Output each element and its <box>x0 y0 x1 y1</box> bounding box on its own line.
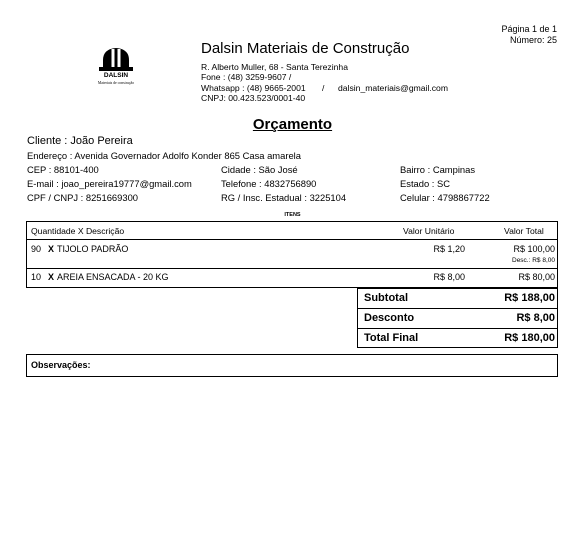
table-row-x: X <box>48 272 55 282</box>
subtotal-label: Subtotal <box>364 292 408 304</box>
header-unit-value: Valor Unitário <box>403 226 455 236</box>
table-row-unit: R$ 8,00 <box>433 272 465 282</box>
discount-label: Desconto <box>364 312 415 324</box>
subtotal-value: R$ 188,00 <box>504 292 555 304</box>
contact-separator: / <box>322 83 325 93</box>
discount-value: R$ 8,00 <box>516 312 555 324</box>
logo-name: DALSIN <box>103 72 129 79</box>
items-header-divider <box>26 239 558 240</box>
table-row-unit: R$ 1,20 <box>433 244 465 254</box>
table-row-discount: Desc.: R$ 8,00 <box>512 257 555 264</box>
table-row-qty: 90 <box>31 244 42 254</box>
items-row-divider <box>26 268 558 269</box>
client-cep: CEP : 88101-400 <box>27 164 99 175</box>
table-row-qty: 10 <box>31 272 42 282</box>
client-city: Cidade : São José <box>221 164 298 175</box>
client-state: Estado : SC <box>400 178 451 189</box>
final-total-value: R$ 180,00 <box>504 332 555 344</box>
header-total-value: Valor Total <box>504 226 544 236</box>
client-district: Bairro : Campinas <box>400 164 476 175</box>
table-row-x: X <box>48 244 55 254</box>
observations-box <box>26 354 558 377</box>
totals-divider <box>357 308 558 309</box>
company-name: Dalsin Materiais de Construção <box>201 40 410 57</box>
company-email: dalsin_materiais@gmail.com <box>338 83 448 93</box>
client-phone: Telefone : 4832756890 <box>221 178 317 189</box>
company-whatsapp: Whatsapp : (48) 9665-2001 <box>201 83 306 93</box>
client-cpf: CPF / CNPJ : 8251669300 <box>27 192 138 203</box>
client-mobile: Celular : 4798867722 <box>400 192 490 203</box>
totals-divider <box>357 328 558 329</box>
header-qty-desc: Quantidade X Descrição <box>31 226 125 236</box>
table-row-desc: AREIA ENSACADA - 20 KG <box>57 272 169 282</box>
client-rg: RG / Insc. Estadual : 3225104 <box>221 192 347 203</box>
table-row-desc: TIJOLO PADRÃO <box>57 244 129 254</box>
table-row-total: R$ 100,00 <box>513 244 555 254</box>
client-address: Endereço : Avenida Governador Adolfo Konder 865 Casa amarela <box>27 150 301 161</box>
document-title: Orçamento <box>252 116 333 133</box>
page-info <box>501 24 557 46</box>
items-section-label: ITENS <box>284 212 301 218</box>
page-count: Página 1 de 1 <box>501 24 557 34</box>
final-total-label: Total Final <box>364 332 419 344</box>
company-cnpj: CNPJ: 00.423.523/0001-40 <box>201 93 306 103</box>
company-phone: Fone : (48) 3259-9607 / <box>201 72 292 82</box>
logo-tagline: Materiais de construção <box>97 81 135 85</box>
client-email: E-mail : joao_pereira19777@gmail.com <box>27 178 192 189</box>
observations-label: Observações: <box>31 360 91 370</box>
document-number: Número: 25 <box>509 35 557 45</box>
table-row-total: R$ 80,00 <box>518 272 555 282</box>
company-address: R. Alberto Muller, 68 - Santa Terezinha <box>201 62 348 72</box>
client-name: Cliente : João Pereira <box>27 135 133 147</box>
